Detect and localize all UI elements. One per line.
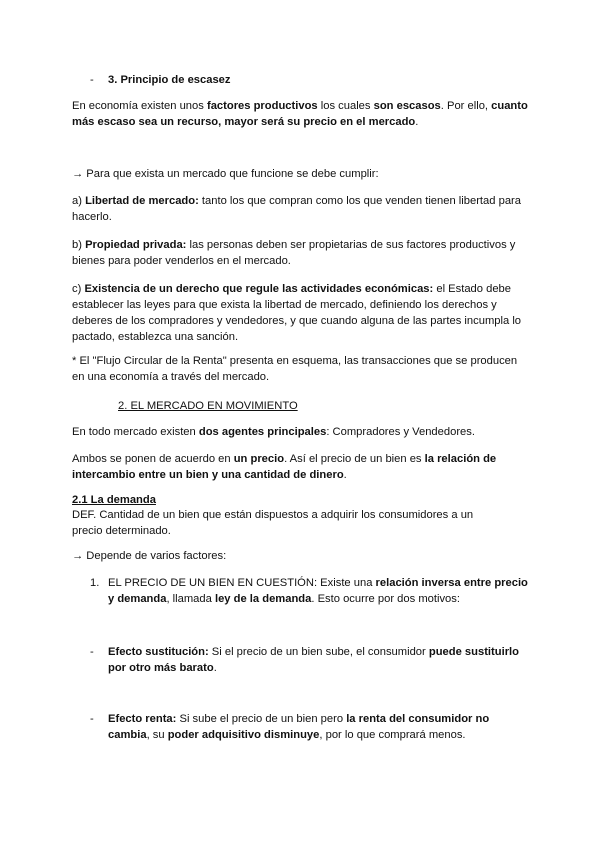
paragraph-definicion: DEF. Cantidad de un bien que están dispuestos a adquirir los consumidores a un precio determinado.	[72, 509, 474, 537]
bullet-dash: -	[90, 74, 94, 86]
list-item-precio: EL PRECIO DE UN BIEN EN CUESTIÓN: Existe una relación inversa entre precio y demanda, llamada ley de la demanda. Esto ocurre por dos motivos:	[108, 577, 528, 605]
paragraph-precio: Ambos se ponen de acuerdo en un precio. Así el precio de un bien es la relación de intercambio entre un bien y una cantidad de dinero.	[72, 453, 497, 481]
paragraph-escasez: En economía existen unos factores productivos los cuales son escasos. Por ello, cuanto más escaso sea un recurso, mayor será su precio en el mercado.	[72, 100, 528, 128]
item-derecho: c) Existencia de un derecho que regule las actividades económicas: el Estado debe establecer las leyes para que exista la libertad de mercado, definiendo los derechos y deberes de los compradores y vendedores, y que cuando alguna de las partes incumpla lo pactado, establezca una sanción.	[72, 283, 522, 343]
paragraph-agentes: En todo mercado existen dos agentes principales: Compradores y Vendedores.	[72, 426, 475, 438]
paragraph-condiciones: → Para que exista un mercado que funcione se debe cumplir:	[72, 168, 379, 180]
paragraph-flujo-circular: * El "Flujo Circular de la Renta" presenta en esquema, las transacciones que se producen en una economía a través del mercado.	[72, 355, 518, 383]
bullet-efecto-sustitucion: Efecto sustitución: Si el precio de un bien sube, el consumidor puede sustituirlo por otro más barato.	[108, 646, 519, 674]
bullet-dash: -	[90, 713, 94, 725]
section-heading-movimiento: 2. EL MERCADO EN MOVIMIENTO	[118, 400, 298, 412]
bullet-efecto-renta: Efecto renta: Si sube el precio de un bien pero la renta del consumidor no cambia, su poder adquisitivo disminuye, por lo que comprará menos.	[108, 713, 490, 741]
item-propiedad-privada: b) Propiedad privada: las personas deben ser propietarias de sus factores productivos y bienes para poder venderlos en el mercado.	[72, 239, 516, 267]
item-libertad-mercado: a) Libertad de mercado: tanto los que compran como los que venden tienen libertad para hacerlo.	[72, 195, 521, 223]
bullet-dash: -	[90, 646, 94, 658]
paragraph-factores: → Depende de varios factores:	[72, 550, 227, 562]
list-number: 1.	[90, 577, 100, 589]
subsection-heading-demanda: 2.1 La demanda	[72, 494, 156, 506]
section-heading-escasez: 3. Principio de escasez	[108, 74, 231, 86]
